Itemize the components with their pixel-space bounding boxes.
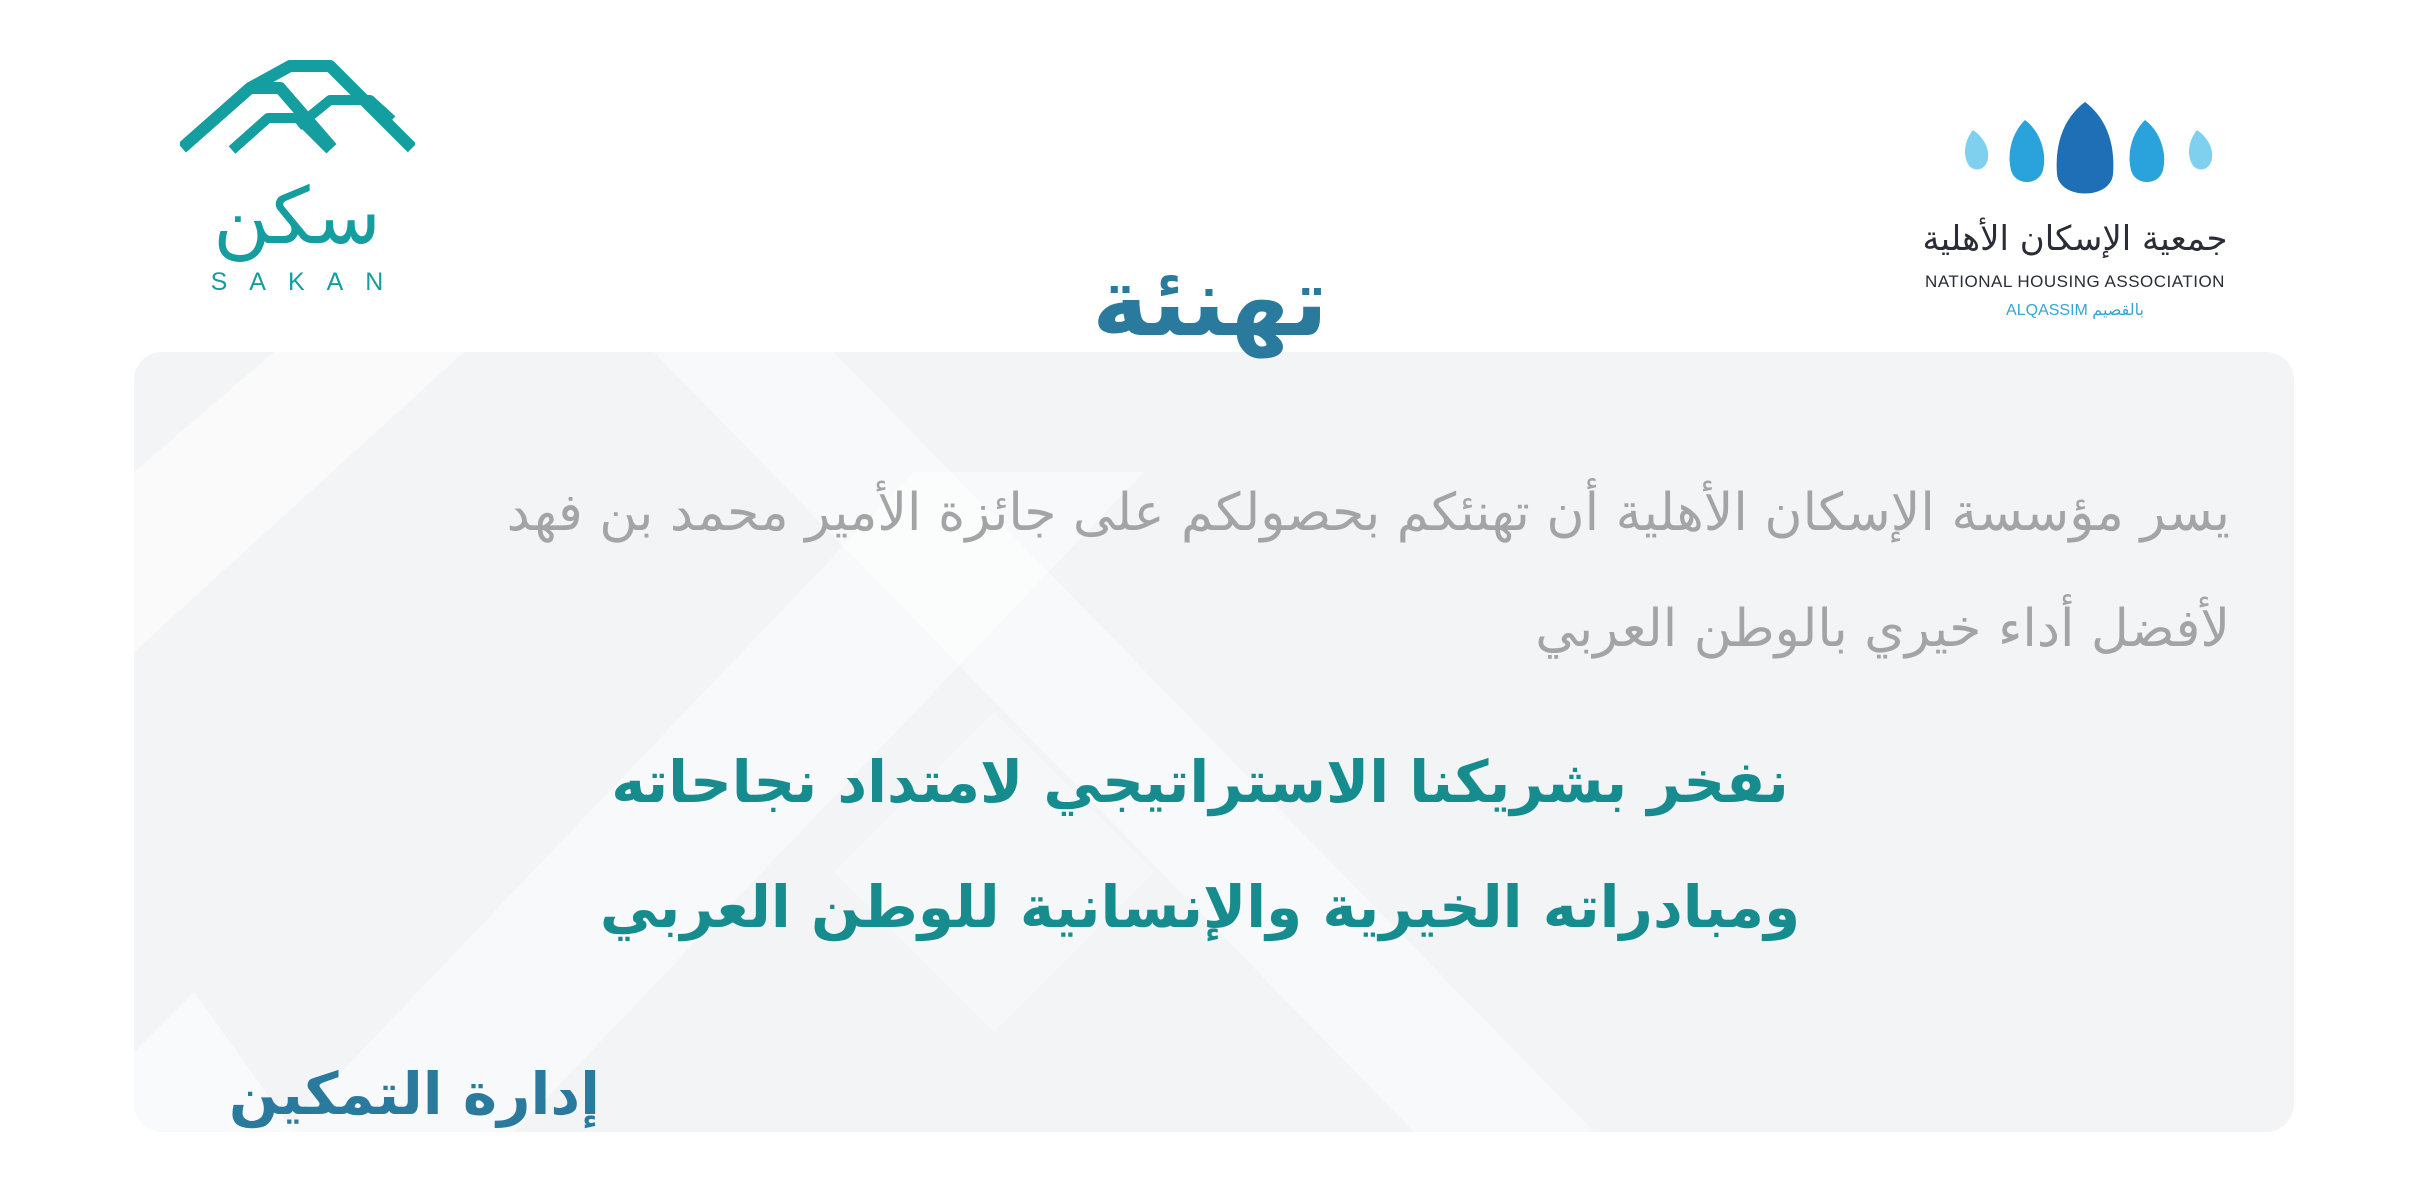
- sakan-logo: [175, 60, 435, 300]
- housing-association-logo: [1860, 100, 2290, 330]
- association-english-name: NATIONAL HOUSING ASSOCIATION: [1925, 272, 2225, 291]
- sakan-latin-wordmark: SAKAN: [210, 268, 406, 296]
- intro-paragraph: [190, 455, 2230, 687]
- partner-message-line-2: ومبادراته الخيرية والإنسانية للوطن العربي: [599, 873, 1801, 941]
- partner-message: [540, 720, 1860, 970]
- association-arabic-name: جمعية الإسكان الأهلية: [1922, 219, 2228, 259]
- sakan-arabic-wordmark: سكن: [213, 172, 381, 262]
- droplets-emblem-icon: [1955, 100, 2215, 212]
- partner-message-line-1: نفخر بشريكنا الاستراتيجي لامتداد نجاحاته: [611, 748, 1789, 816]
- page-title: تهنئة: [1091, 246, 1328, 358]
- signature: إدارة التمكين: [228, 1060, 600, 1128]
- intro-line-2: لأفضل أداء خيري بالوطن العربي: [1535, 599, 2230, 659]
- sakan-mountain-roofs-icon: [180, 60, 415, 170]
- association-region: ALQASSIM بالقصيم: [2006, 302, 2144, 319]
- intro-line-1: يسر مؤسسة الإسكان الأهلية أن تهنئكم بحصولكم على جائزة الأمير محمد بن فهد: [506, 483, 2230, 543]
